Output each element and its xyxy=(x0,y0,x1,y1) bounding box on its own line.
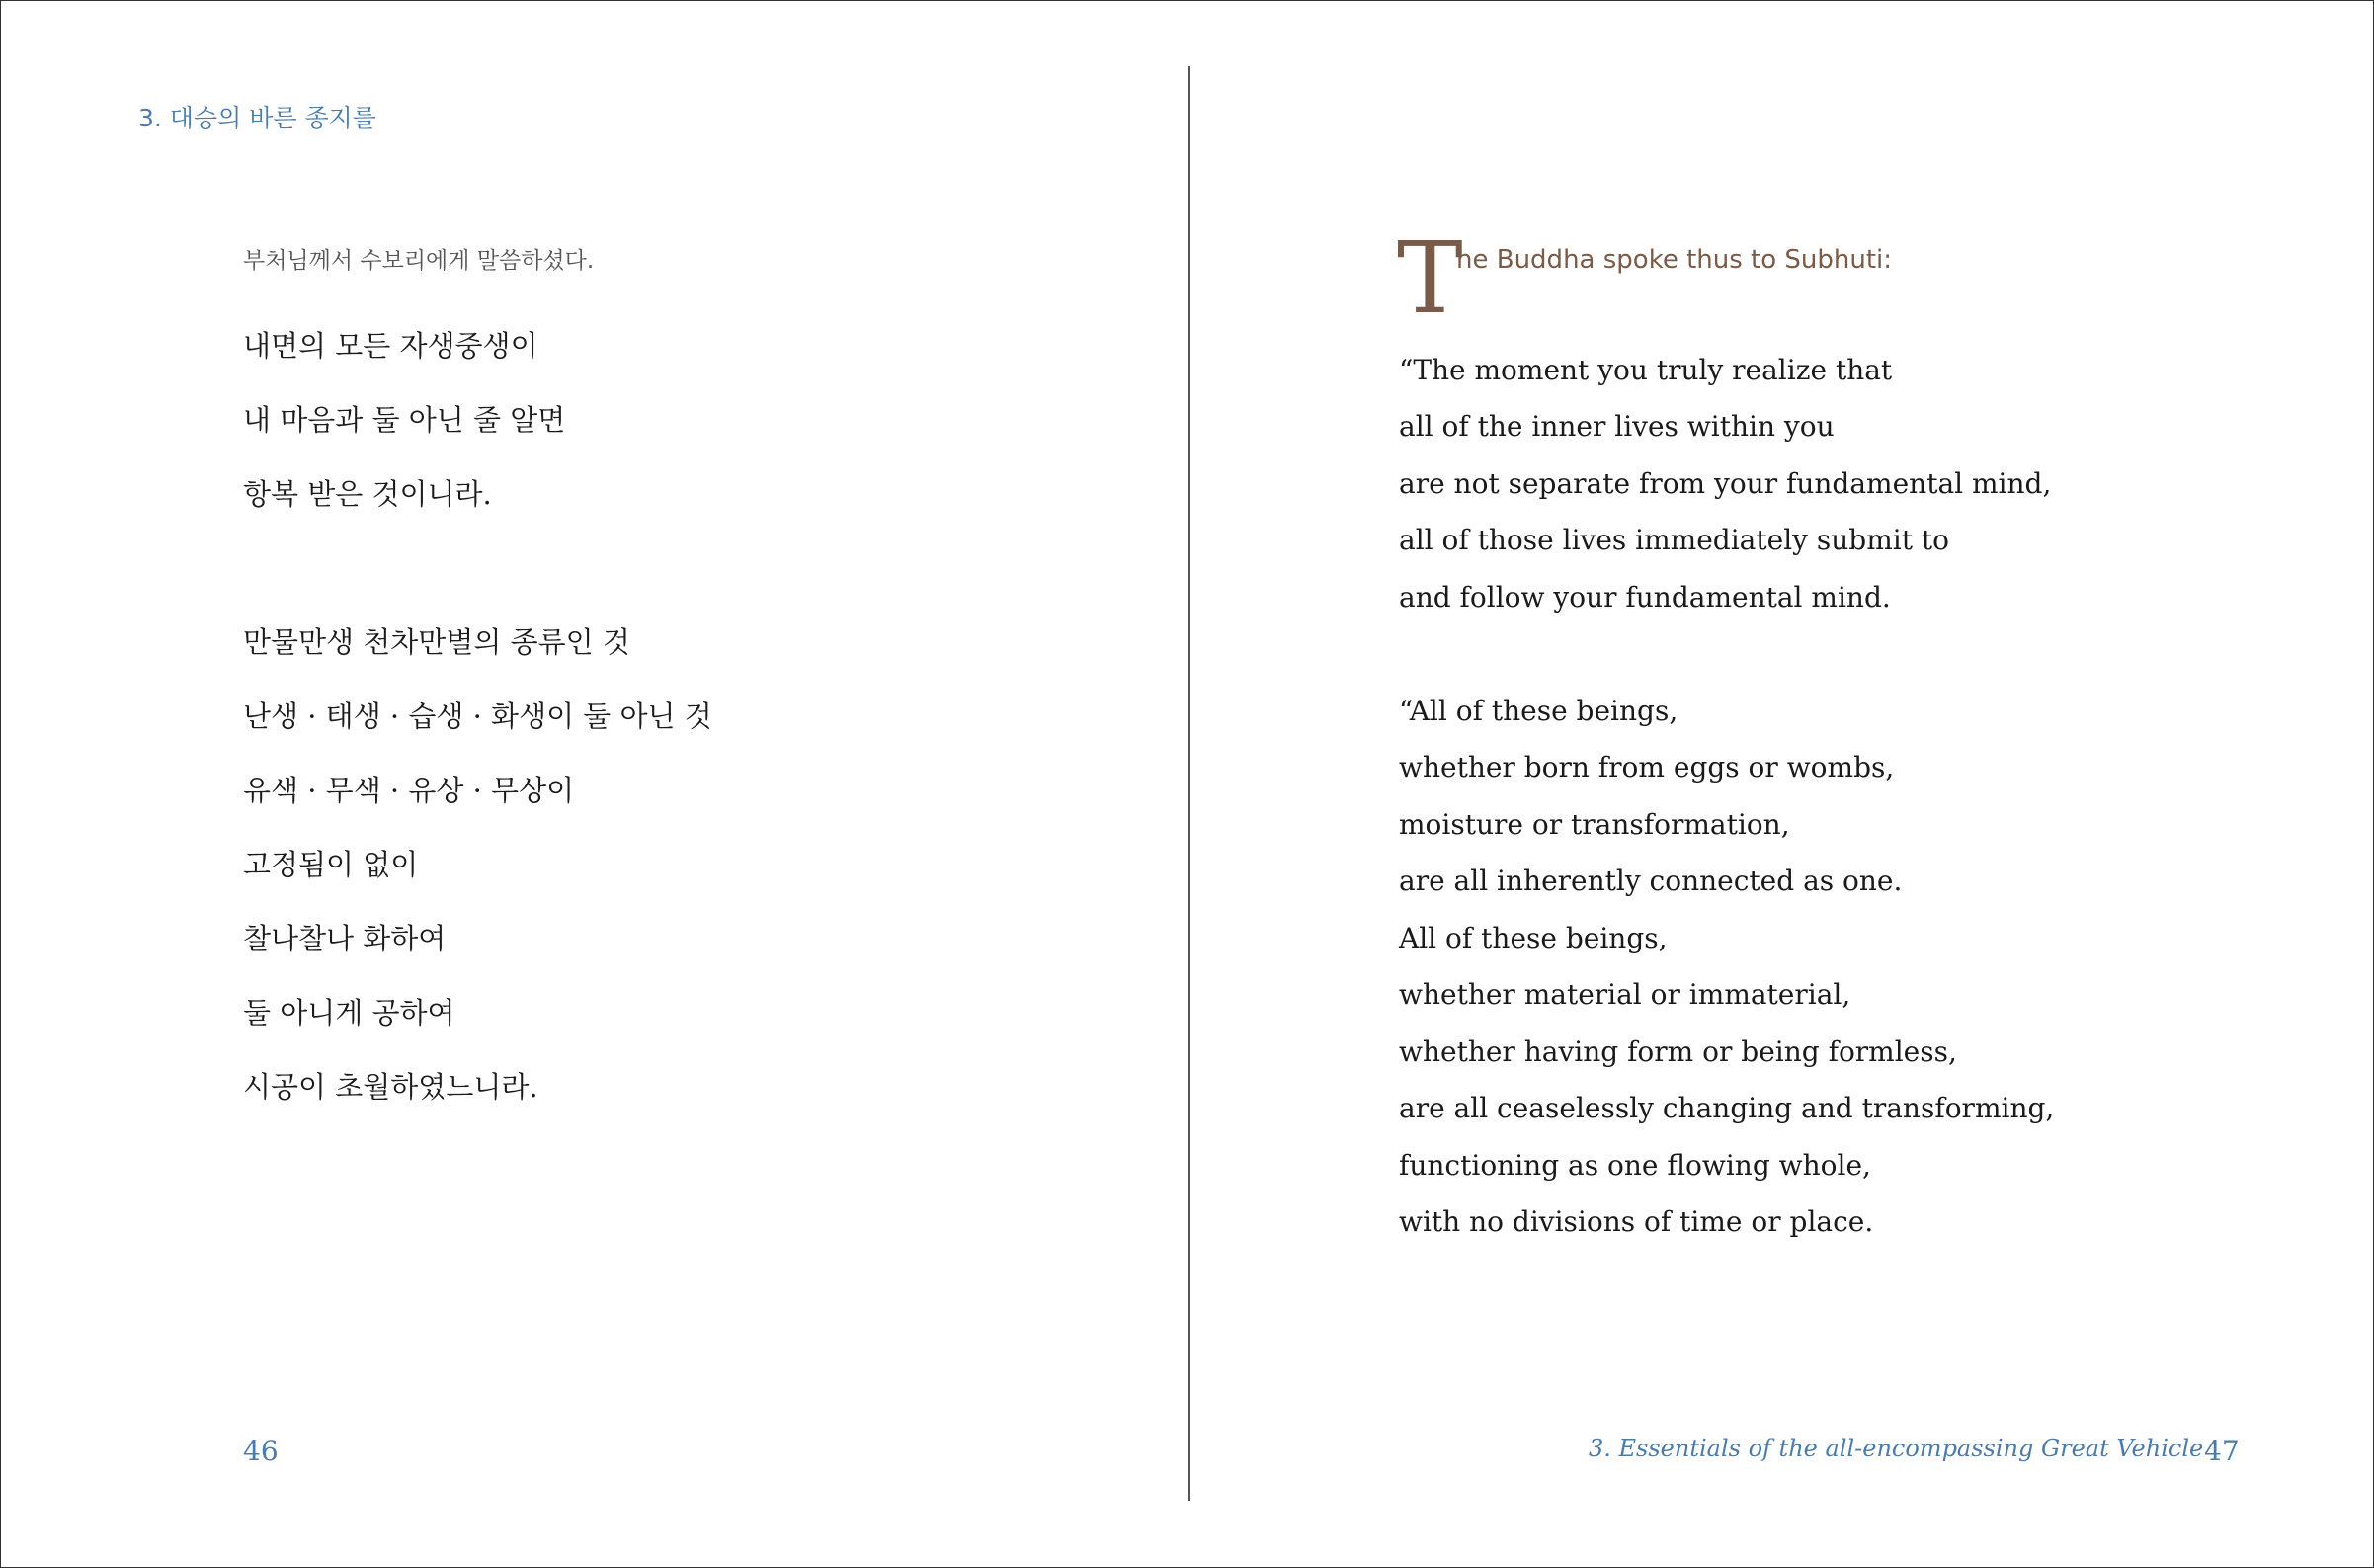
korean-verse-line: 내면의 모든 자생중생이 xyxy=(243,329,538,363)
drop-cap: T xyxy=(1397,220,1463,336)
english-verse-line: “The moment you truly realize that xyxy=(1399,354,1893,386)
korean-verse-line: 고정됨이 없이 xyxy=(243,848,419,881)
english-verse-line: moisture or transformation, xyxy=(1399,808,1790,841)
english-verse-line: all of those lives immediately submit to xyxy=(1399,524,1949,556)
english-verse-line: whether born from eggs or wombs, xyxy=(1399,751,1895,784)
running-footer-title: 3. Essentials of the all-encompassing Great Vehicle xyxy=(1589,1435,2204,1462)
english-verse-line: and follow your fundamental mind. xyxy=(1399,581,1891,614)
chapter-heading-korean: 3. 대승의 바른 종지를 xyxy=(138,104,376,132)
korean-verse-line: 찰나찰나 화하여 xyxy=(243,922,447,955)
english-verse-line: are all inherently connected as one. xyxy=(1399,865,1903,897)
english-verse-line: “All of these beings, xyxy=(1399,695,1678,727)
korean-verse-line: 만물만생 천차만별의 종류인 것 xyxy=(243,625,630,659)
intro-english: he Buddha spoke thus to Subhuti: xyxy=(1456,245,1893,275)
english-verse-line: whether having form or being formless, xyxy=(1399,1035,1957,1068)
english-verse-line: functioning as one flowing whole, xyxy=(1399,1149,1871,1182)
spine-divider xyxy=(1188,66,1190,1501)
korean-verse-line: 둘 아니게 공하여 xyxy=(243,996,455,1030)
korean-verse-line: 시공이 초월하였느니라. xyxy=(243,1070,538,1104)
intro-korean: 부처님께서 수보리에게 말씀하셨다. xyxy=(243,248,595,274)
korean-verse-line: 유색 · 무색 · 유상 · 무상이 xyxy=(243,774,575,807)
english-verse-line: are all ceaselessly changing and transforming, xyxy=(1399,1092,2055,1124)
korean-verse-line: 난생 · 태생 · 습생 · 화생이 둘 아닌 것 xyxy=(243,700,712,733)
korean-verse-line: 항복 받은 것이니라. xyxy=(243,477,492,511)
english-verse-line: all of the inner lives within you xyxy=(1399,410,1835,443)
english-verse-line: whether material or immaterial, xyxy=(1399,978,1851,1011)
page-number-left: 46 xyxy=(243,1435,279,1467)
page-number-right: 47 xyxy=(2204,1435,2240,1467)
english-verse-line: are not separate from your fundamental mind, xyxy=(1399,467,2052,500)
english-verse-line: All of these beings, xyxy=(1399,922,1668,954)
english-verse-line: with no divisions of time or place. xyxy=(1399,1205,1874,1238)
korean-verse-line: 내 마음과 둘 아닌 줄 알면 xyxy=(243,403,566,437)
